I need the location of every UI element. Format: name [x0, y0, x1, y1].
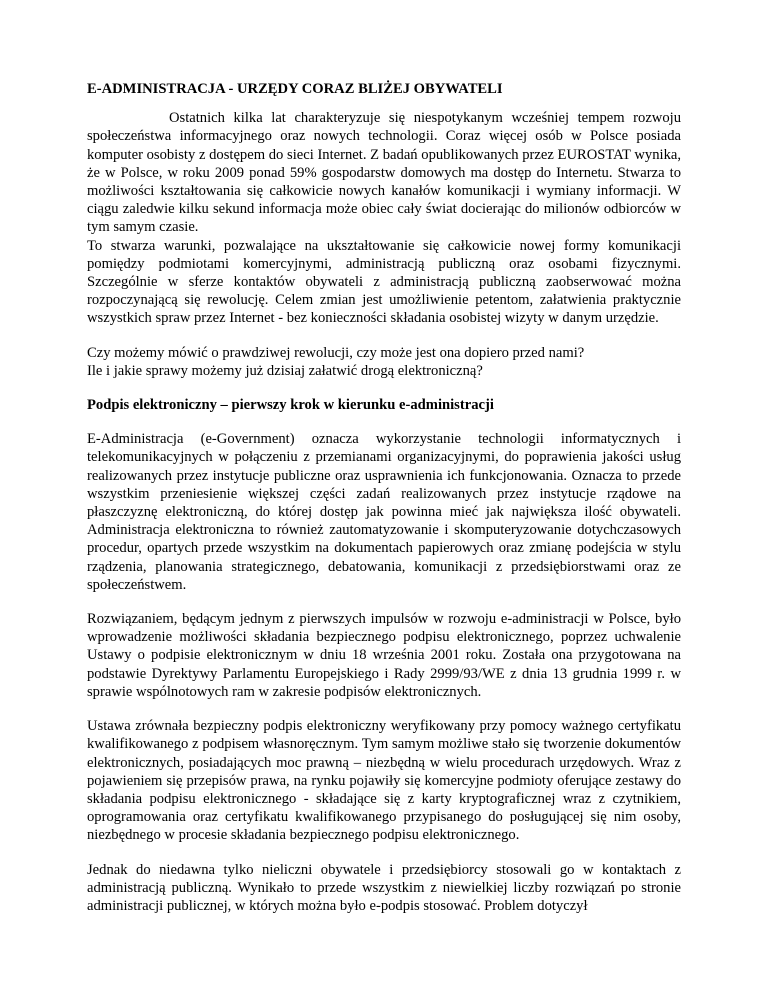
section-heading: Podpis elektroniczny – pierwszy krok w kierunku e-administracji — [87, 397, 494, 414]
intro-paragraph-1: Ostatnich kilka lat charakteryzuje się niespotykanym wcześniej tempem rozwoju społeczeństwa informacyjnego oraz nowych technologii. Coraz więcej osób w Polsce posiada komputer osobisty z dostępem do sieci Internet. Z badań opublikowanych przez EUROSTAT wynika, że w Polsce, w roku 2009 ponad 59% gospodarstw domowych ma dostęp do Internetu. Stwarza to możliwości kształtowania się całkowicie nowych kanałów komunikacji i wymiany informacji. W ciągu zaledwie kilku sekund informacja może obiec cały świat docierając do milionów odbiorców w tym samym czasie. — [87, 110, 681, 236]
question-1: Czy możemy mówić o prawdziwej rewolucji, czy może jest ona dopiero przed nami? — [87, 344, 585, 361]
section-paragraph-3: Ustawa zrównała bezpieczny podpis elektroniczny weryfikowany przy pomocy ważnego certyfikatu kwalifikowanego z podpisem własnoręcznym. Tym samym możliwe stało się tworzenie dokumentów elektronicznych, posiadających moc prawną – niezbędną w wielu procedurach urzędowych. Wraz z pojawieniem się przepisów prawa, na rynku pojawiły się komercyjne podmioty oferujące zestawy do składania podpisu elektronicznego - składające się z karty kryptograficznej wraz z czytnikiem, oprogramowania oraz certyfikatu kwalifikowanego przypisanego do posługującej się nim osoby, niezbędnego w procesie składania bezpiecznego podpisu elektronicznego. — [87, 718, 681, 844]
document-title: E-ADMINISTRACJA - URZĘDY CORAZ BLIŻEJ OBYWATELI — [87, 81, 503, 97]
question-2: Ile i jakie sprawy możemy już dzisiaj załatwić drogą elektroniczną? — [87, 362, 483, 379]
document-page — [87, 80, 681, 931]
section-paragraph-2: Rozwiązaniem, będącym jednym z pierwszych impulsów w rozwoju e-administracji w Polsce, było wprowadzenie możliwości składania bezpiecznego podpisu elektronicznego, poprzez uchwalenie Ustawy o podpisie elektronicznym w dniu 18 września 2001 roku. Została ona przygotowana na podstawie Dyrektywy Parlamentu Europejskiego i Rady 2999/93/WE z dnia 13 grudnia 1999 r. w sprawie wspólnotowych ram w zakresie podpisów elektronicznych. — [87, 611, 681, 700]
section-paragraph-4: Jednak do niedawna tylko nieliczni obywatele i przedsiębiorcy stosowali go w kontaktach z administracją publiczną. Wynikało to przede wszystkim z niewielkiej liczby rozwiązań po stronie administracji publicznej, w których można było e-podpis stosować. Problem dotyczył — [87, 861, 681, 914]
section-paragraph-1: E-Administracja (e-Government) oznacza wykorzystanie technologii informatycznych i telekomunikacyjnych w połączeniu z przemianami organizacyjnymi, do poprawienia jakości usług realizowanych przez instytucje publiczne oraz usprawnienia ich funkcjonowania. Oznacza to przede wszystkim przeniesienie większej części zadań realizowanych przez instytucje rządowe na płaszczyznę elektroniczną, do której dostęp jak powinna mieć jak największa ilość obywateli. Administracja elektroniczna to również zautomatyzowanie i skomputeryzowanie dotychczasowych procedur, opartych przede wszystkim na dokumentach papierowych oraz zmianę podejścia w stylu rządzenia, planowania strategicznego, debatowania, komunikacji z przedsiębiorstwami oraz ze społeczeństwem. — [87, 431, 681, 593]
intro-paragraph-2: To stwarza warunki, pozwalające na ukształtowanie się całkowicie nowej formy komunikacji pomiędzy podmiotami komercyjnymi, administracją publiczną oraz osobami fizycznymi. Szczególnie w sferze kontaktów obywateli z administracją publiczną zaobserwować można rozpoczynającą się rewolucję. Celem zmian jest umożliwienie petentom, załatwienia praktycznie wszystkich spraw przez Internet - bez konieczności składania osobistej wizyty w danym urzędzie. — [87, 237, 681, 327]
